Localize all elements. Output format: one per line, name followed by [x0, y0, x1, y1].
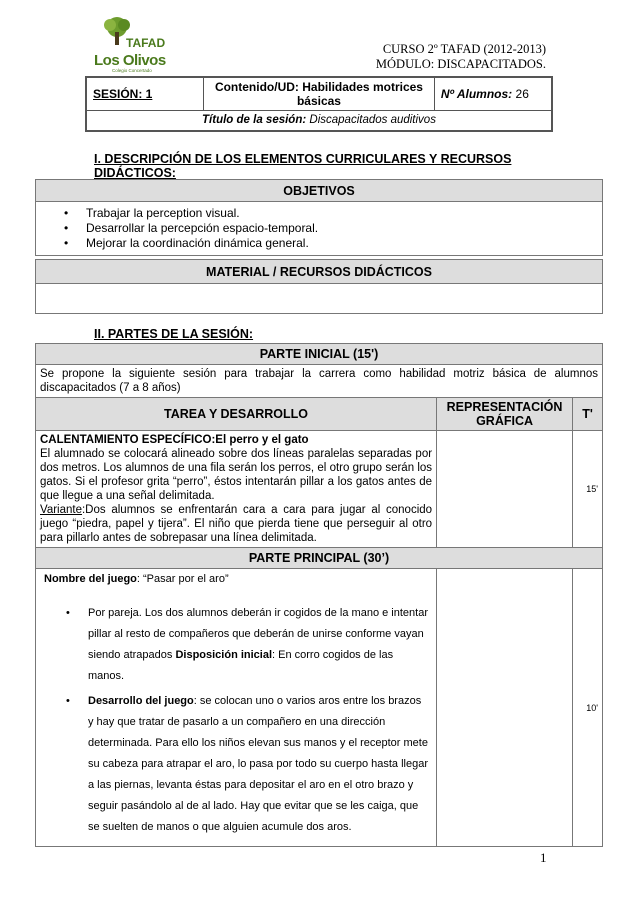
session-info-table: [85, 76, 553, 132]
section-2-title: II. PARTES DE LA SESIÓN:: [94, 327, 254, 341]
warmup-description: [36, 431, 437, 548]
session-intro: Se propone la siguiente sesión para trabajar la carrera como habilidad motriz básica de alumnos discapacitados (7 a 8 años): [36, 365, 603, 398]
objective-item: • Mejorar la coordinación dinámica general.: [64, 236, 602, 251]
logo-los-olivos: Los Olivos: [94, 52, 166, 69]
item1-bold: Disposición inicial: [175, 649, 273, 661]
school-logo: [92, 16, 178, 72]
game-name-line: [44, 573, 428, 585]
objectives-list: [36, 202, 602, 255]
item1-tail: : En corro cogidos de las manos.: [88, 649, 394, 682]
objective-item: • Desarrollar la percepción espacio-temporal.: [64, 221, 602, 236]
main-game-list: [44, 603, 428, 838]
main-game-graphic: [437, 569, 573, 847]
main-game-time: 10': [573, 569, 603, 847]
students-label: Nº Alumnos:: [440, 87, 513, 101]
warmup-variant-text: :Dos alumnos se enfrentarán cara a cara para jugar al conocido juego “piedra, papel y tijera”. El niño que pierda tiene que perseguir al otro para pillarlo antes de sobrepasar una línea delimitada.: [40, 504, 433, 544]
course-line: CURSO 2º TAFAD (2012-2013): [382, 42, 546, 56]
item2-text: : se colocan uno o varios aros entre los brazos y hay que tratar de pasarlo a un compañero en una dirección determinada. Para ello los niños elevan sus manos y el receptor mete su cabeza para atrapar el aro, lo pasa por todo su cuerpo hasta llegar a las piernas, levanta éstas para depositar el aro en el otro brazo y seguir pasándolo al de al lado. Hay que evitar que se les caiga, que se suelten de manos o que alguien acumule dos aros.: [88, 695, 428, 833]
warmup-graphic: [437, 431, 573, 548]
game-name-label: Nombre del juego: [44, 573, 137, 585]
material-box: [35, 259, 603, 314]
objective-item: • Trabajar la perception visual.: [64, 206, 602, 221]
students-value: 26: [515, 87, 529, 101]
session-title-label: Título de la sesión:: [202, 114, 307, 127]
warmup-time: 15': [573, 431, 603, 548]
initial-part-header: PARTE INICIAL (15'): [36, 344, 603, 365]
logo-tafad: TAFAD: [126, 36, 166, 50]
col-graphic-header: REPRESENTACIÓN GRÁFICA: [437, 398, 573, 431]
main-game-description: [36, 569, 437, 847]
main-part-header: PARTE PRINCIPAL (30’): [36, 548, 603, 569]
item1-text: Por pareja. Los dos alumnos deberán ir cogidos de la mano e intentar pillar al resto de compañeros que deberán de unirse conforme vayan siendo atrapados: [88, 607, 428, 661]
warmup-variant-label: Variante: [40, 504, 82, 516]
content-unit: Contenido/UD: Habilidades motrices básicas: [204, 77, 435, 111]
warmup-text: El alumnado se colocará alineado sobre dos líneas paralelas separadas por dos metros. Los alumnos de una fila serán los perros, el otro grupo serán los gatos. Si el profesor grita “perro”, éstos intentarán pillar a los gatos antes de que llegue a una señal delimitada.: [40, 448, 433, 502]
item2-bold: Desarrollo del juego: [88, 695, 194, 707]
col-time-header: T': [573, 398, 603, 431]
session-number: SESIÓN: 1: [86, 77, 204, 111]
session-title-value: Discapacitados auditivos: [309, 114, 436, 127]
document-header: [376, 42, 546, 72]
main-game-item: [74, 691, 428, 838]
logo-subtitle: Colegio Concertado: [112, 68, 152, 73]
material-header: MATERIAL / RECURSOS DIDÁCTICOS: [36, 260, 602, 284]
objectives-header: OBJETIVOS: [36, 180, 602, 202]
warmup-name: El perro y el gato: [215, 434, 309, 446]
page-number: 1: [540, 850, 547, 865]
session-title: [86, 111, 552, 131]
main-game-item: [74, 603, 428, 687]
students-count: [434, 77, 552, 111]
col-task-header: TAREA Y DESARROLLO: [36, 398, 437, 431]
session-parts-table: [35, 343, 603, 847]
warmup-title: CALENTAMIENTO ESPECÍFICO:: [40, 434, 216, 446]
section-1-title: I. DESCRIPCIÓN DE LOS ELEMENTOS CURRICULARES Y RECURSOS DIDÁCTICOS:: [94, 152, 512, 180]
objectives-box: [35, 179, 603, 256]
module-line: MÓDULO: DISCAPACITADOS.: [375, 57, 546, 71]
game-name: : “Pasar por el aro”: [136, 573, 229, 585]
